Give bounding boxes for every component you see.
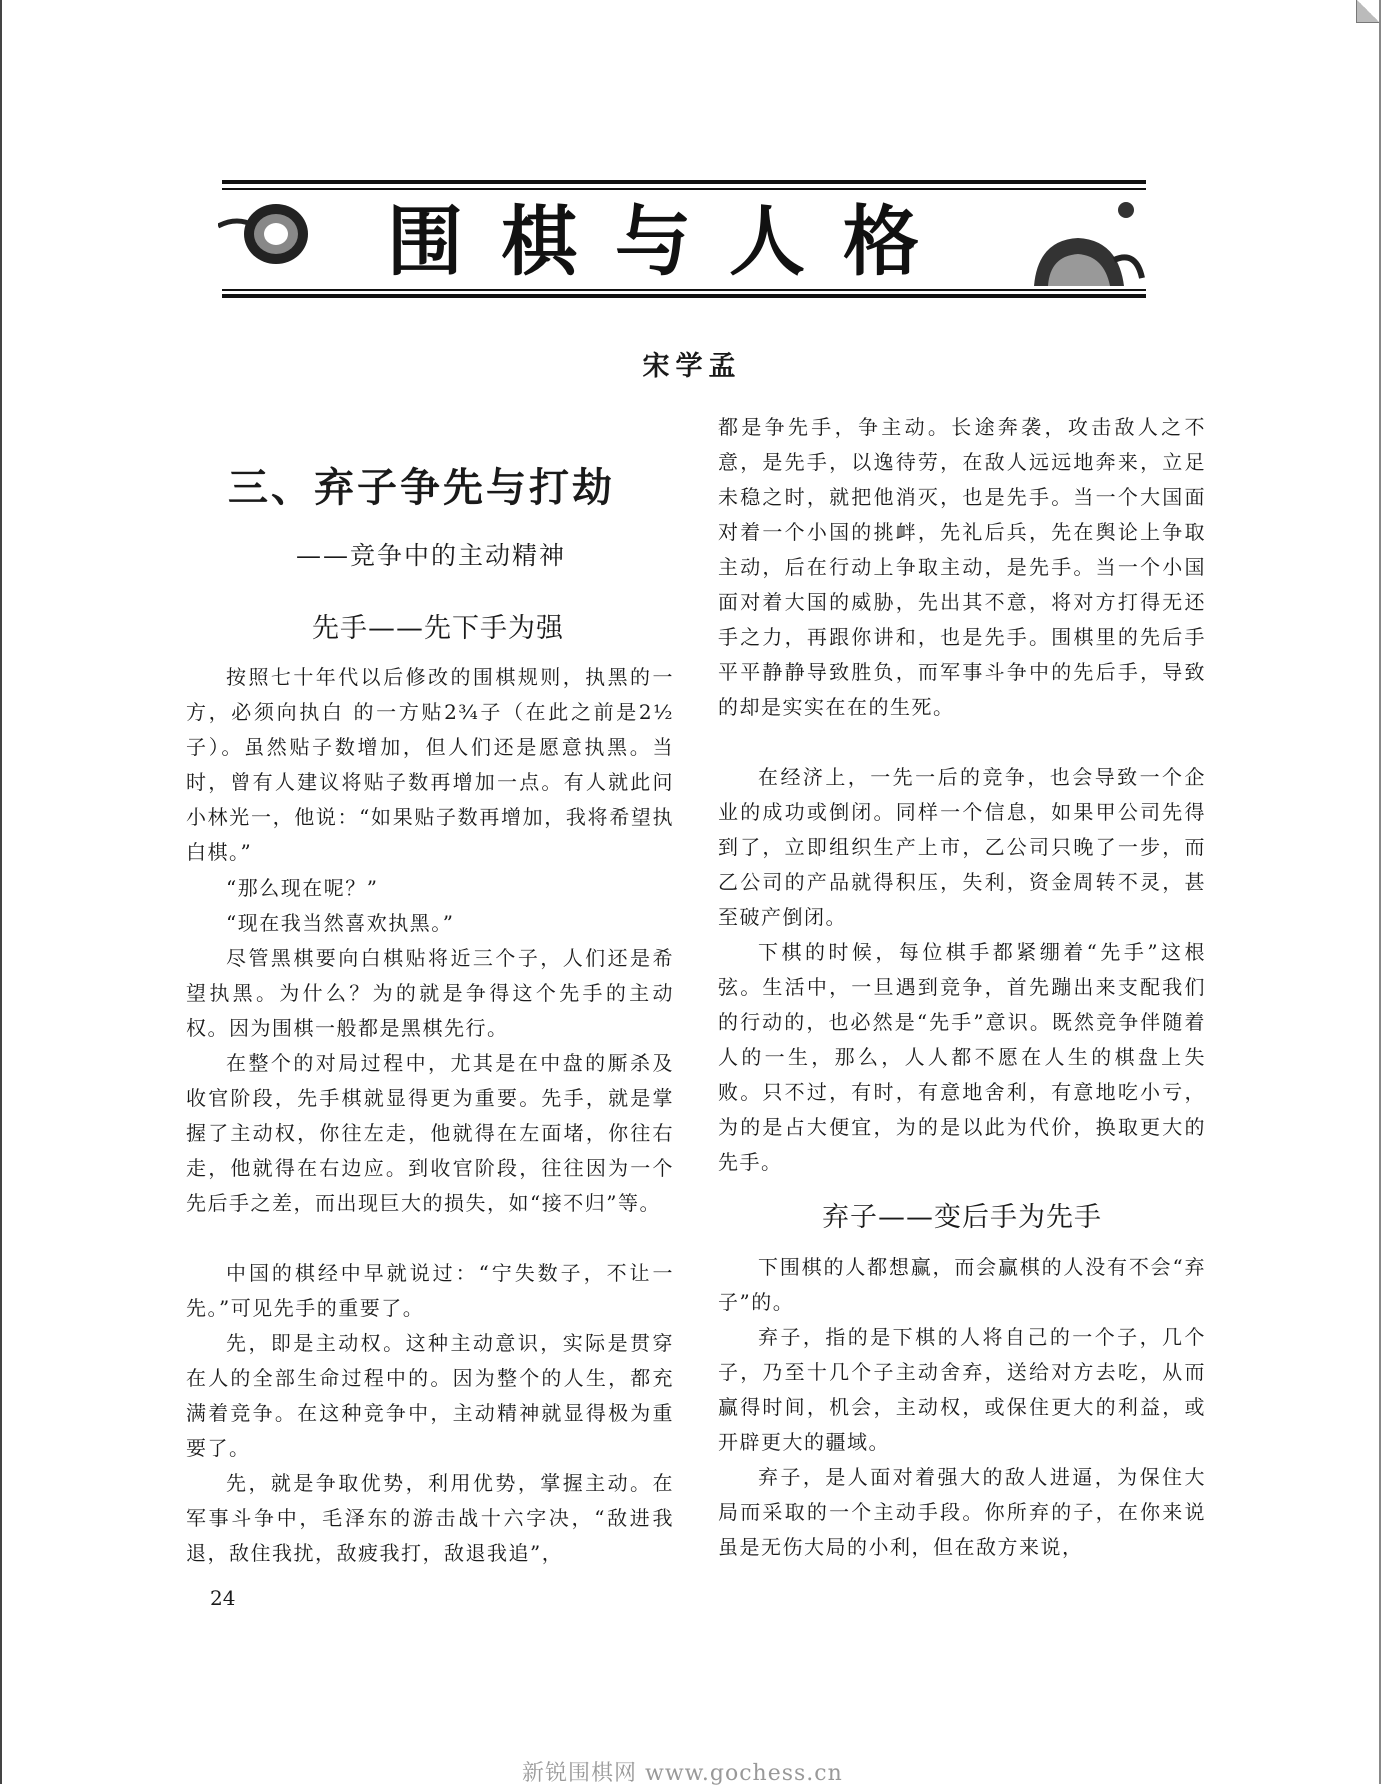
paragraph: “那么现在呢？” (226, 876, 379, 900)
paragraph: 在整个的对局过程中，尤其是在中盘的厮杀及收官阶段，先手棋就显得更为重要。先手，就是掌握了主动权，你往左走，他就得在左面堵，你往右走，他就得在右边应。到收官阶段，往往因为一个先后手之差，而出现巨大的损失，如“接不归”等。 (186, 1051, 674, 1215)
subheading-first-move: 先手——先下手为强 (312, 613, 564, 644)
banner-top-rule (222, 180, 1146, 184)
paragraph: 都是争先手，争主动。长途奔袭，攻击敌人之不意，是先手，以逸待劳，在敌人远远地奔来，立足未稳之时，就把他消灭，也是先手。当一个大国面对着一个小国的挑衅，先礼后兵，先在舆论上争取主动，后在行动上争取主动，是先手。当一个小国面对着大国的威胁，先出其不意，将对方打得无还手之力，再跟你讲和，也是先手。围棋里的先后手平平静静导致胜负，而军事斗争中的先后手，导致的却是实实在在的生死。 (718, 415, 1206, 719)
subheading-sacrifice: 弃子——变后手为先手 (822, 1202, 1102, 1233)
paragraph: 按照七十年代以后修改的围棋规则，执黑的一方，必须向执白 的一方贴2¾子（在此之前是2½子）。虽然贴子数增加，但人们还是愿意执黑。当时，曾有人建议将贴子数再增加一点。有人就此问小林光一，他说：“如果贴子数再增加，我将希望执白棋。” (186, 665, 674, 864)
paragraph: 先，即是主动权。这种主动意识，实际是贯穿在人的全部生命过程中的。因为整个的人生，都充满着竞争。在这种竞争中，主动精神就显得极为重要了。 (186, 1331, 674, 1460)
go-bowl-ornament-icon (1028, 200, 1146, 290)
banner-bottom-rule-thin (222, 289, 1146, 291)
paragraph: 弃子，指的是下棋的人将自己的一个子，几个子，乃至十几个子主动舍弃，送给对方去吃，从而赢得时间，机会，主动权，或保住更大的利益，或开辟更大的疆域。 (718, 1325, 1206, 1454)
paragraph: 下围棋的人都想赢，而会赢棋的人没有不会“弃子”的。 (718, 1255, 1206, 1314)
watermark: 新锐围棋网 www.gochess.cn (522, 1761, 843, 1786)
paragraph: “现在我当然喜欢执黑。” (226, 911, 455, 935)
page-number: 24 (210, 1586, 236, 1610)
section-title: 三、弃子争先与打劫 (228, 465, 615, 511)
page-corner-fold (1356, 0, 1379, 23)
paragraph: 中国的棋经中早就说过：“宁失数子，不让一先。”可见先手的重要了。 (186, 1261, 674, 1320)
go-stone-ornament-icon (218, 196, 308, 268)
paragraph: 在经济上，一先一后的竞争，也会导致一个企业的成功或倒闭。同样一个信息，如果甲公司先得到了，立即组织生产上市，乙公司只晚了一步，而乙公司的产品就得积压，失利，资金周转不灵，甚至破产倒闭。 (718, 765, 1206, 929)
paragraph: 下棋的时候，每位棋手都紧绷着“先手”这根弦。生活中，一旦遇到竞争，首先蹦出来支配我们的行动的，也必然是“先手”意识。既然竞争伴随着人的一生，那么，人人都不愿在人生的棋盘上失败。只不过，有时，有意地舍利，有意地吃小亏，为的是占大便宜，为的是以此为代价，换取更大的先手。 (718, 940, 1206, 1174)
section-subtitle: ——竞争中的主动精神 (296, 541, 567, 570)
author: 宋学孟 (642, 351, 742, 382)
paragraph: 弃子，是人面对着强大的敌人进逼，为保住大局而采取的一个主动手段。你所弃的子，在你来说虽是无伤大局的小利，但在敌方来说， (718, 1465, 1206, 1559)
banner-bottom-rule (222, 294, 1146, 298)
banner-title: 围棋与人格 (387, 197, 957, 286)
paragraph: 尽管黑棋要向白棋贴将近三个子，人们还是希望执黑。为什么？为的就是争得这个先手的主动权。因为围棋一般都是黑棋先行。 (186, 946, 674, 1040)
paragraph: 先，就是争取优势，利用优势，掌握主动。在军事斗争中，毛泽东的游击战十六字决，“敌进我退，敌住我扰，敌疲我打，敌退我追”， (186, 1471, 674, 1565)
title-banner (218, 180, 1146, 305)
banner-top-rule-thin (222, 188, 1146, 190)
